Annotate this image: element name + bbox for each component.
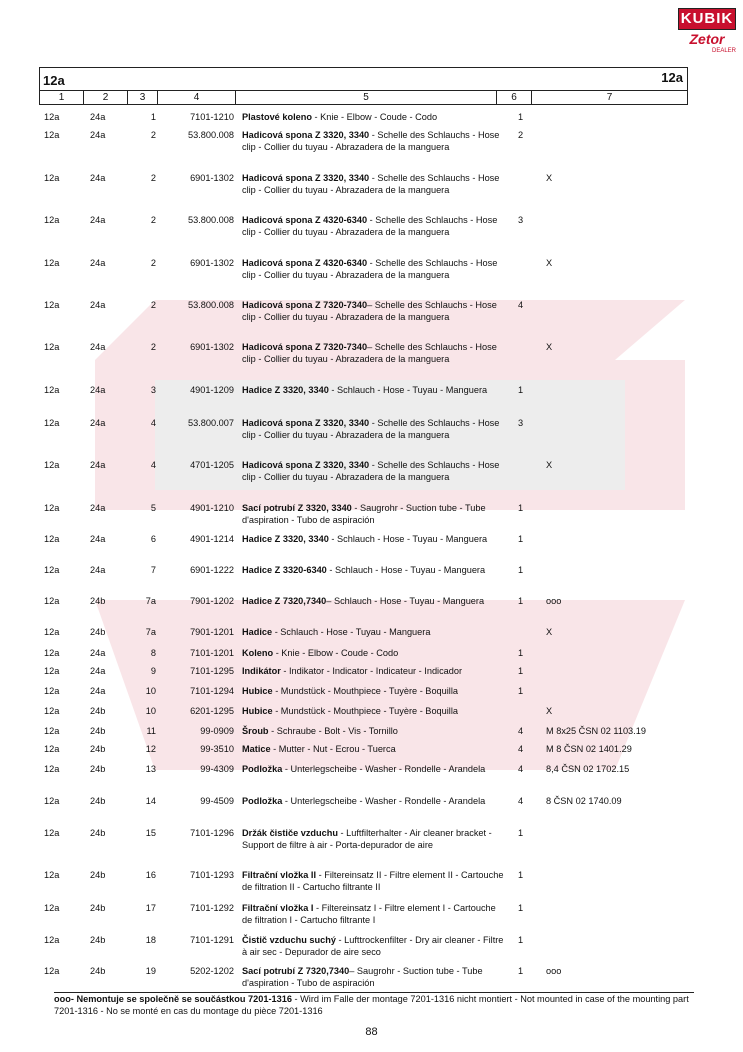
cell-description <box>242 112 504 124</box>
description-name: Hadicová spona Z 4320-6340 <box>242 258 368 268</box>
description-name: Čistič vzduchu suchý <box>242 935 336 945</box>
cell-group: 24a <box>90 460 106 470</box>
cell-position: 7a <box>145 627 156 637</box>
cell-figure: 12a <box>44 686 60 696</box>
cell-figure: 12a <box>44 796 60 806</box>
cell-group: 24a <box>90 503 106 513</box>
cell-position: 2 <box>150 173 156 183</box>
cell-quantity: 1 <box>518 935 524 945</box>
cell-description <box>242 173 504 196</box>
cell-position: 18 <box>145 935 156 945</box>
cell-group: 24b <box>90 903 106 913</box>
cell-group: 24a <box>90 300 106 310</box>
cell-part-number: 7101-1291 <box>190 935 234 945</box>
cell-figure: 12a <box>44 903 60 913</box>
cell-position: 2 <box>150 342 156 352</box>
cell-part-number: 6901-1302 <box>190 342 234 352</box>
cell-quantity: 1 <box>518 648 524 658</box>
cell-figure: 12a <box>44 596 60 606</box>
cell-part-number: 99-3510 <box>200 744 234 754</box>
footnote-bold: ooo- Nemontuje se společně se součástkou 7201-1316 <box>54 994 292 1004</box>
cell-quantity: 3 <box>518 418 524 428</box>
cell-part-number: 7101-1293 <box>190 870 234 880</box>
cell-quantity: 1 <box>518 565 524 575</box>
footnote <box>54 992 694 1017</box>
cell-position: 2 <box>150 258 156 268</box>
description-translations: - Mutter - Nut - Ecrou - Tuerca <box>270 744 396 754</box>
cell-figure: 12a <box>44 744 60 754</box>
description-translations: - Knie - Elbow - Coude - Codo <box>311 112 438 122</box>
page-number: 88 <box>365 1026 378 1038</box>
cell-description <box>242 764 504 776</box>
cell-group: 24a <box>90 385 106 395</box>
cell-quantity: 4 <box>518 300 524 310</box>
description-name: Sací potrubí Z 3320, 3340 <box>242 503 352 513</box>
cell-part-number: 53.800.008 <box>188 130 234 140</box>
cell-description <box>242 686 504 698</box>
cell-part-number: 7101-1294 <box>190 686 234 696</box>
cell-group: 24a <box>90 130 106 140</box>
description-name: Hadicová spona Z 7320-7340 <box>242 342 368 352</box>
description-name: Hadicová spona Z 7320-7340 <box>242 300 368 310</box>
cell-figure: 12a <box>44 966 60 976</box>
cell-figure: 12a <box>44 173 60 183</box>
cell-description <box>242 534 504 546</box>
cell-figure: 12a <box>44 258 60 268</box>
description-name: Hubice <box>242 706 273 716</box>
description-translations: - Saugrohr - Suction tube - Tube d'aspiration - Tubo de aspiración <box>242 503 486 525</box>
cell-part-number: 7101-1295 <box>190 666 234 676</box>
cell-quantity: 3 <box>518 215 524 225</box>
description-name: Hadice <box>242 627 273 637</box>
cell-group: 24a <box>90 215 106 225</box>
cell-position: 10 <box>145 706 156 716</box>
cell-group: 24a <box>90 112 106 122</box>
cell-position: 10 <box>145 686 156 696</box>
cell-position: 2 <box>150 130 156 140</box>
cell-description <box>242 726 504 738</box>
description-translations: - Schlauch - Hose - Tuyau - Manguera <box>328 534 488 544</box>
description-translations: - Unterlegscheibe - Washer - Rondelle - Arandela <box>282 796 486 806</box>
description-translations: - Knie - Elbow - Coude - Codo <box>273 648 399 658</box>
description-translations: - Schelle des Schlauchs - Hose clip - Collier du tuyau - Abrazadera de la manguera <box>242 460 500 482</box>
cell-position: 9 <box>150 666 156 676</box>
description-name: Hadice Z 3320, 3340 <box>242 534 329 544</box>
description-translations: - Schlauch - Hose - Tuyau - Manguera <box>328 385 488 395</box>
cell-note: M 8 ČSN 02 1401.29 <box>546 744 632 754</box>
description-name: Indikátor <box>242 666 281 676</box>
cell-group: 24a <box>90 686 106 696</box>
cell-position: 6 <box>150 534 156 544</box>
cell-position: 11 <box>146 726 156 736</box>
column-number-row <box>40 90 687 105</box>
description-translations: - Filtereinsatz II - Filtre element II - Cartouche de filtration II - Cartucho filtrante II <box>242 870 504 892</box>
description-name: Sací potrubí Z 7320,7340 <box>242 966 350 976</box>
description-translations: - Schelle des Schlauchs - Hose clip - Collier du tuyau - Abrazadera de la manguera <box>242 173 500 195</box>
cell-description <box>242 596 504 608</box>
description-name: Hadice Z 3320, 3340 <box>242 385 329 395</box>
cell-note: X <box>546 706 553 716</box>
cell-description <box>242 418 504 441</box>
cell-quantity: 1 <box>518 828 524 838</box>
cell-part-number: 4901-1210 <box>190 503 234 513</box>
cell-group: 24a <box>90 666 106 676</box>
cell-description <box>242 215 504 238</box>
description-name: Hadicová spona Z 3320, 3340 <box>242 130 370 140</box>
cell-part-number: 6901-1222 <box>190 565 234 575</box>
column-2-header: 2 <box>84 91 128 105</box>
cell-figure: 12a <box>44 385 60 395</box>
cell-quantity: 1 <box>518 966 524 976</box>
description-translations: - Mundstück - Mouthpiece - Tuyère - Boquilla <box>272 686 459 696</box>
description-translations: - Filtereinsatz I - Filtre element I - Cartouche de filtration I - Cartucho filtrante I <box>242 903 496 925</box>
cell-quantity: 4 <box>518 744 524 754</box>
cell-part-number: 7901-1202 <box>190 596 234 606</box>
cell-description <box>242 565 504 577</box>
column-3-header: 3 <box>128 91 158 105</box>
cell-figure: 12a <box>44 503 60 513</box>
cell-quantity: 4 <box>518 726 524 736</box>
cell-part-number: 99-4309 <box>200 764 234 774</box>
cell-figure: 12a <box>44 418 60 428</box>
cell-quantity: 1 <box>518 903 524 913</box>
section-code-left: 12a <box>43 73 65 88</box>
cell-part-number: 7901-1201 <box>190 627 234 637</box>
cell-figure: 12a <box>44 565 60 575</box>
description-name: Šroub <box>242 726 269 736</box>
description-name: Filtrační vložka I <box>242 903 314 913</box>
cell-position: 5 <box>150 503 156 513</box>
cell-quantity: 1 <box>518 686 524 696</box>
cell-group: 24a <box>90 418 106 428</box>
cell-position: 4 <box>150 418 156 428</box>
description-name: Hadicová spona Z 3320, 3340 <box>242 418 370 428</box>
cell-group: 24b <box>90 744 106 754</box>
cell-part-number: 4901-1214 <box>190 534 234 544</box>
cell-figure: 12a <box>44 935 60 945</box>
cell-figure: 12a <box>44 706 60 716</box>
cell-figure: 12a <box>44 870 60 880</box>
description-translations: - Schraube - Bolt - Vis - Tornillo <box>268 726 398 736</box>
cell-group: 24b <box>90 726 106 736</box>
cell-description <box>242 130 504 153</box>
logo-brand: KUBIK <box>678 8 736 30</box>
cell-figure: 12a <box>44 648 60 658</box>
cell-description <box>242 666 504 678</box>
cell-position: 2 <box>150 215 156 225</box>
cell-description <box>242 828 504 851</box>
cell-group: 24b <box>90 764 106 774</box>
description-name: Podložka <box>242 796 283 806</box>
cell-quantity: 1 <box>518 534 524 544</box>
logo-sub: Zetor <box>689 31 725 47</box>
cell-position: 7 <box>150 565 156 575</box>
cell-group: 24b <box>90 627 106 637</box>
description-name: Držák čističe vzduchu <box>242 828 338 838</box>
cell-position: 12 <box>145 744 156 754</box>
description-translations: – Schelle des Schlauchs - Hose clip - Collier du tuyau - Abrazadera de la manguera <box>242 342 497 364</box>
description-translations: - Schelle des Schlauchs - Hose clip - Collier du tuyau - Abrazadera de la manguera <box>242 130 500 152</box>
cell-description <box>242 342 504 365</box>
cell-quantity: 1 <box>518 870 524 880</box>
description-name: Hadicová spona Z 4320-6340 <box>242 215 368 225</box>
cell-description <box>242 966 504 989</box>
cell-part-number: 6901-1302 <box>190 258 234 268</box>
cell-figure: 12a <box>44 112 60 122</box>
cell-group: 24b <box>90 935 106 945</box>
cell-description <box>242 300 504 323</box>
cell-position: 7a <box>145 596 156 606</box>
cell-part-number: 99-0909 <box>200 726 234 736</box>
description-name: Hubice <box>242 686 273 696</box>
cell-description <box>242 744 504 756</box>
cell-position: 14 <box>145 796 156 806</box>
cell-position: 13 <box>145 764 156 774</box>
cell-group: 24b <box>90 870 106 880</box>
cell-quantity: 1 <box>518 385 524 395</box>
cell-note: X <box>546 258 553 268</box>
cell-note: X <box>546 173 553 183</box>
cell-group: 24a <box>90 648 106 658</box>
cell-position: 2 <box>150 300 156 310</box>
logo-tag: DEALER <box>711 48 736 54</box>
cell-part-number: 6201-1295 <box>190 706 234 716</box>
cell-note: X <box>546 627 553 637</box>
column-5-header: 5 <box>236 91 497 105</box>
column-4-header: 4 <box>158 91 236 105</box>
cell-quantity: 1 <box>518 112 524 122</box>
cell-group: 24b <box>90 828 106 838</box>
cell-quantity: 1 <box>518 503 524 513</box>
cell-figure: 12a <box>44 726 60 736</box>
description-translations: - Schelle des Schlauchs - Hose clip - Collier du tuyau - Abrazadera de la manguera <box>242 215 498 237</box>
cell-description <box>242 627 504 639</box>
cell-description <box>242 503 504 526</box>
description-name: Koleno <box>242 648 274 658</box>
description-translations: – Schlauch - Hose - Tuyau - Manguera <box>326 596 485 606</box>
description-translations: - Luftfilterhalter - Air cleaner bracket - Support de filtre à air - Porta-depurador de aire <box>242 828 492 850</box>
cell-note: 8,4 ČSN 02 1702.15 <box>546 764 630 774</box>
description-translations: - Mundstück - Mouthpiece - Tuyère - Boquilla <box>272 706 459 716</box>
footnote-text: - Wird im Falle der montage 7201-1316 nicht montiert - Not mounted in case of the mounting part 7201-1316 - No se monté en cas du montage du pièce 7201-1316 <box>54 994 689 1016</box>
cell-note: 8 ČSN 02 1740.09 <box>546 796 622 806</box>
table-header <box>39 67 688 105</box>
cell-position: 17 <box>145 903 156 913</box>
cell-part-number: 53.800.007 <box>188 418 234 428</box>
kubik-zetor-logo <box>678 8 736 64</box>
cell-group: 24b <box>90 596 106 606</box>
cell-figure: 12a <box>44 215 60 225</box>
cell-quantity: 2 <box>518 130 524 140</box>
description-translations: - Unterlegscheibe - Washer - Rondelle - Arandela <box>282 764 486 774</box>
cell-description <box>242 796 504 808</box>
cell-note: M 8x25 ČSN 02 1103.19 <box>546 726 646 736</box>
cell-description <box>242 648 504 660</box>
description-name: Hadicová spona Z 3320, 3340 <box>242 460 370 470</box>
cell-part-number: 53.800.008 <box>188 215 234 225</box>
cell-part-number: 6901-1302 <box>190 173 234 183</box>
cell-quantity: 1 <box>518 596 524 606</box>
cell-figure: 12a <box>44 828 60 838</box>
cell-quantity: 1 <box>518 666 524 676</box>
cell-figure: 12a <box>44 460 60 470</box>
column-7-header: 7 <box>606 92 613 103</box>
cell-position: 1 <box>150 112 156 122</box>
cell-position: 16 <box>145 870 156 880</box>
description-name: Podložka <box>242 764 283 774</box>
cell-group: 24a <box>90 342 106 352</box>
section-code-right: 12a <box>661 70 683 85</box>
description-name: Hadicová spona Z 3320, 3340 <box>242 173 370 183</box>
description-name: Hadice Z 3320-6340 <box>242 565 327 575</box>
cell-group: 24b <box>90 966 106 976</box>
cell-position: 3 <box>150 385 156 395</box>
cell-figure: 12a <box>44 666 60 676</box>
cell-figure: 12a <box>44 342 60 352</box>
cell-figure: 12a <box>44 627 60 637</box>
cell-note: ooo <box>546 596 562 606</box>
cell-description <box>242 935 504 958</box>
cell-part-number: 7101-1296 <box>190 828 234 838</box>
description-name: Matice <box>242 744 271 754</box>
cell-description <box>242 903 504 926</box>
cell-position: 8 <box>150 648 156 658</box>
cell-figure: 12a <box>44 130 60 140</box>
cell-figure: 12a <box>44 534 60 544</box>
description-name: Hadice Z 7320,7340 <box>242 596 327 606</box>
description-translations: - Schelle des Schlauchs - Hose clip - Collier du tuyau - Abrazadera de la manguera <box>242 418 500 440</box>
description-translations: - Schelle des Schlauchs - Hose clip - Collier du tuyau - Abrazadera de la manguera <box>242 258 498 280</box>
cell-part-number: 4701-1205 <box>190 460 234 470</box>
cell-description <box>242 460 504 483</box>
description-translations: - Indikator - Indicator - Indicateur - Indicador <box>280 666 463 676</box>
cell-note: X <box>546 342 553 352</box>
cell-description <box>242 258 504 281</box>
description-translations: – Saugrohr - Suction tube - Tube d'aspiration - Tubo de aspiración <box>242 966 483 988</box>
cell-group: 24a <box>90 173 106 183</box>
cell-part-number: 53.800.008 <box>188 300 234 310</box>
cell-quantity: 4 <box>518 796 524 806</box>
cell-figure: 12a <box>44 764 60 774</box>
cell-note: X <box>546 460 553 470</box>
cell-note: ooo <box>546 966 562 976</box>
cell-part-number: 5202-1202 <box>190 966 234 976</box>
cell-part-number: 7101-1201 <box>190 648 234 658</box>
cell-group: 24a <box>90 565 106 575</box>
cell-group: 24a <box>90 258 106 268</box>
cell-quantity: 4 <box>518 764 524 774</box>
cell-figure: 12a <box>44 300 60 310</box>
cell-part-number: 99-4509 <box>200 796 234 806</box>
description-translations: - Lufttrockenfilter - Dry air cleaner - Filtre à air sec - Depurador de aire seco <box>242 935 504 957</box>
cell-description <box>242 385 504 397</box>
cell-group: 24b <box>90 796 106 806</box>
description-translations: - Schlauch - Hose - Tuyau - Manguera <box>326 565 486 575</box>
column-1-header: 1 <box>40 91 84 105</box>
cell-part-number: 4901-1209 <box>190 385 234 395</box>
description-name: Plastové koleno <box>242 112 312 122</box>
description-translations: - Schlauch - Hose - Tuyau - Manguera <box>272 627 431 637</box>
cell-position: 4 <box>150 460 156 470</box>
column-6-header: 6 <box>497 91 532 105</box>
cell-description <box>242 870 504 893</box>
cell-part-number: 7101-1210 <box>190 112 234 122</box>
cell-description <box>242 706 504 718</box>
cell-group: 24a <box>90 534 106 544</box>
cell-position: 19 <box>145 966 156 976</box>
cell-part-number: 7101-1292 <box>190 903 234 913</box>
cell-group: 24b <box>90 706 106 716</box>
cell-position: 15 <box>145 828 156 838</box>
description-name: Filtrační vložka II <box>242 870 317 880</box>
description-translations: – Schelle des Schlauchs - Hose clip - Collier du tuyau - Abrazadera de la manguera <box>242 300 497 322</box>
